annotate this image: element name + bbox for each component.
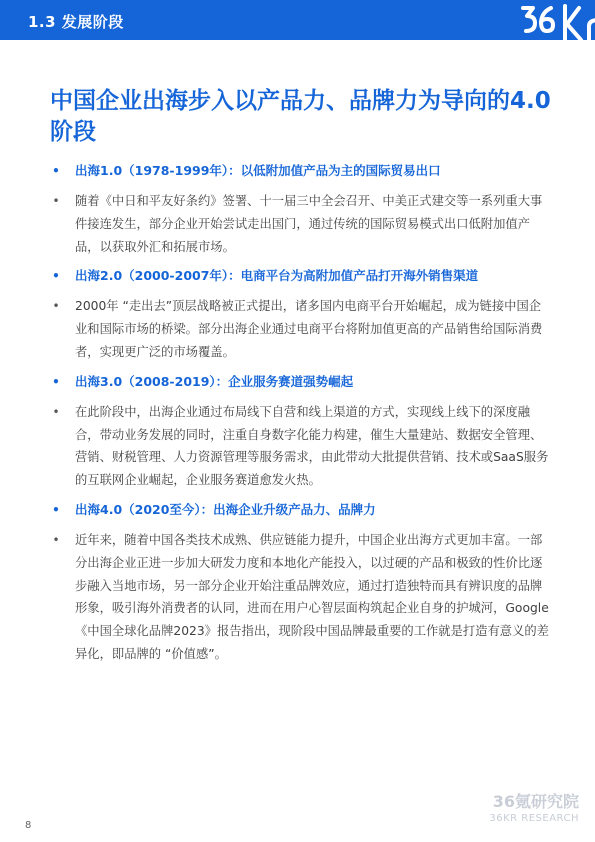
- header-bar: [0, 0, 595, 40]
- page-number: 8: [25, 820, 32, 831]
- paragraph-text: 在此阶段中，出海企业通过布局线下自营和线上渠道的方式，实现线上线下的深度融合，带动业务发展的同时，注重自身数字化能力构建，催生大量建站、数据安全管理、营销、财税管理、人力资源管理等服务需求，由此带动大批提供营销、技术或SaaS服务的互联网企业崛起，企业服务赛道愈发火热。: [75, 404, 549, 488]
- paragraph-text: 2000年 “走出去”顶层战略被正式提出，诸多国内电商平台开始崛起，成为链接中国企业和国际市场的桥梁。部分出海企业通过电商平台将附加值更高的产品销售给国际消费者，实现更广泛的市场覆盖。: [75, 299, 543, 359]
- bullet-icon: •: [52, 532, 60, 547]
- paragraph-text: 随着《中日和平友好条约》签署、十一届三中全会召开、中美正式建交等一系列重大事件接连发生，部分企业开始尝试走出国门，通过传统的国际贸易模式出口低附加值产品，以获取外汇和拓展市场。: [75, 194, 543, 254]
- heading-text: 出海3.0（2008-2019）：企业服务赛道强势崛起: [75, 373, 354, 389]
- paragraph-text: 近年来，随着中国各类技术成熟、供应链能力提升，中国企业出海方式更加丰富。一部分出海企业正进一步加大研发力度和本地化产能投入，以过硬的产品和极致的性价比逐步融入当地市场，另一部分企业开始注重品牌效应，通过打造独特而具有辨识度的品牌形象，吸引海外消费者的认同，进而在用户心智层面构筑起企业自身的护城河，Google《中国全球化品牌2023》报告指出，现阶段中国品牌最重要的工作就是打造有意义的差异化，即品牌的 “价值感”。: [75, 532, 549, 661]
- section-body-2: [50, 295, 550, 363]
- watermark: [489, 792, 579, 825]
- section-heading-3: [50, 373, 550, 391]
- watermark-cn: 36氪研究院: [492, 792, 579, 811]
- page-title: 中国企业出海步入以产品力、品牌力为导向的4.0阶段: [50, 88, 551, 145]
- bullet-icon: •: [52, 194, 60, 208]
- bullet-icon: •: [52, 164, 60, 178]
- bullet-icon: •: [52, 502, 60, 517]
- bullet-icon: •: [52, 374, 60, 389]
- section-heading-2: [50, 267, 550, 285]
- heading-text: 出海2.0（2000-2007年）：电商平台为高附加值产品打开海外销售渠道: [75, 268, 479, 284]
- section-body-1: [50, 190, 550, 258]
- content: [50, 162, 550, 675]
- bullet-icon: •: [52, 404, 60, 419]
- bullet-icon: •: [52, 299, 60, 314]
- section-heading-1: [50, 162, 550, 180]
- 36kr-logo: [509, 0, 595, 40]
- section-body-3: [50, 401, 550, 492]
- heading-text: 出海4.0（2020至今）：出海企业升级产品力、品牌力: [75, 501, 376, 517]
- section-body-4: [50, 529, 550, 666]
- bullet-icon: •: [52, 269, 60, 284]
- watermark-en: 36KR RESEARCH: [489, 813, 579, 824]
- section-label: 1.3 发展阶段: [28, 13, 124, 31]
- heading-text: 出海1.0（1978-1999年）：以低附加值产品为主的国际贸易出口: [75, 163, 441, 178]
- section-heading-4: [50, 501, 550, 519]
